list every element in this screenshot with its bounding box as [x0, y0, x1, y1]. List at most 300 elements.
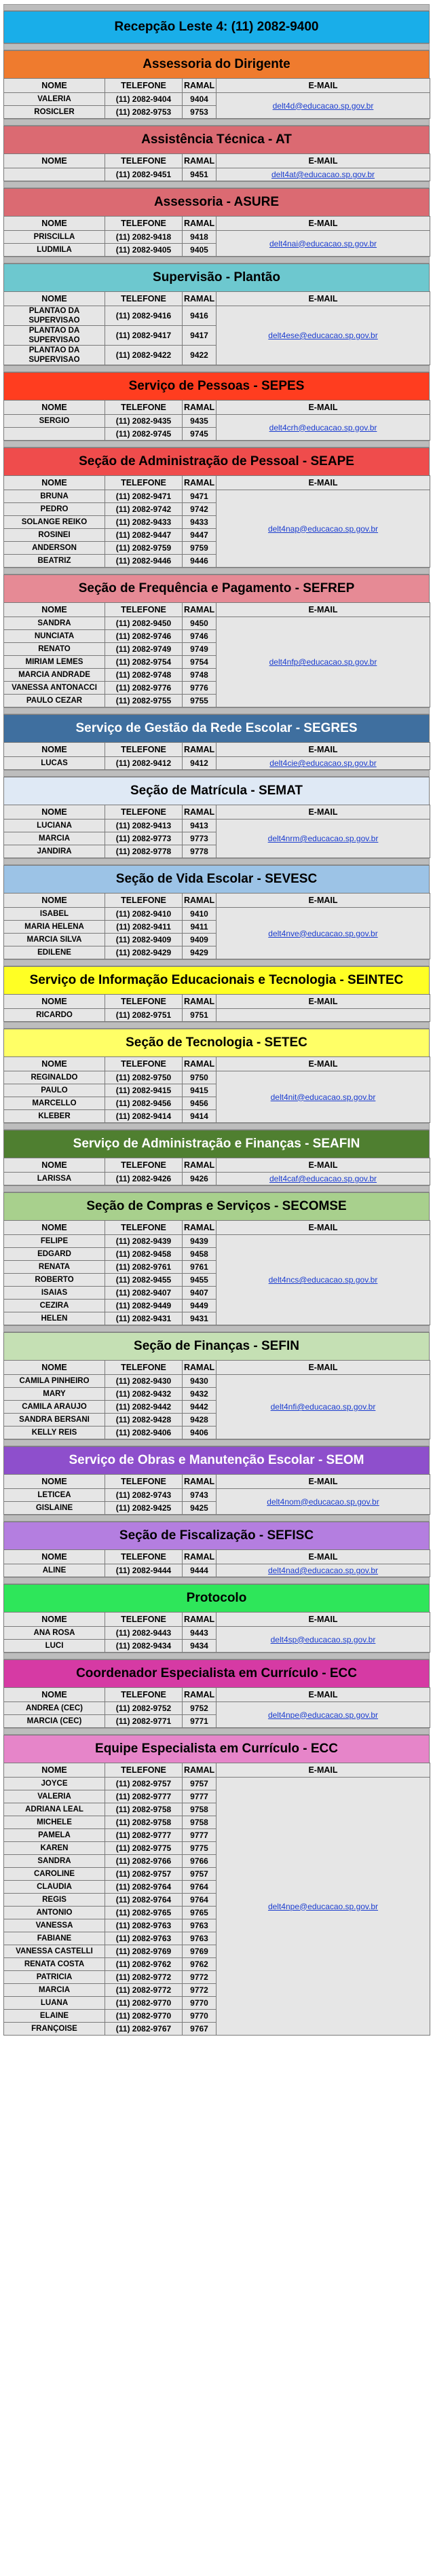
contact-name: FRANÇOISE — [4, 2023, 105, 2036]
section-divider — [3, 181, 430, 188]
column-header-ext: RAMAL — [183, 154, 216, 168]
column-header-ext: RAMAL — [183, 1057, 216, 1071]
contact-ext: 9412 — [183, 757, 216, 770]
contact-ext: 9443 — [183, 1627, 216, 1640]
column-header-phone: TELEFONE — [105, 292, 183, 306]
column-header-email: E-MAIL — [216, 1475, 430, 1489]
column-header-email: E-MAIL — [216, 1688, 430, 1702]
contact-phone: (11) 2082-9771 — [105, 1715, 183, 1728]
column-header-name: NOME — [4, 401, 105, 415]
contact-phone: (11) 2082-9766 — [105, 1855, 183, 1868]
contact-name: SANDRA BERSANI — [4, 1414, 105, 1427]
contact-ext: 9406 — [183, 1427, 216, 1439]
contact-phone: (11) 2082-9778 — [105, 845, 183, 858]
contact-phone: (11) 2082-9443 — [105, 1627, 183, 1640]
table-header-row — [4, 805, 430, 820]
contact-ext: 9775 — [183, 1842, 216, 1855]
contact-name: PAMELA — [4, 1829, 105, 1842]
contact-name: VANESSA CASTELLI — [4, 1945, 105, 1958]
table-header-row — [4, 1361, 430, 1375]
contact-name: LARISSA — [4, 1173, 105, 1185]
section-email-cell — [216, 820, 430, 858]
column-header-email: E-MAIL — [216, 995, 430, 1009]
contact-phone: (11) 2082-9416 — [105, 306, 183, 326]
column-header-ext: RAMAL — [183, 1763, 216, 1778]
contact-phone: (11) 2082-9753 — [105, 106, 183, 119]
column-header-name: NOME — [4, 995, 105, 1009]
column-header-email: E-MAIL — [216, 1221, 430, 1235]
contact-name: CLAUDIA — [4, 1881, 105, 1894]
email-link[interactable]: delt4nrm@educacao.sp.gov.br — [267, 834, 379, 843]
section-email-cell — [216, 1375, 430, 1439]
contact-phone: (11) 2082-9422 — [105, 346, 183, 365]
section-title: Serviço de Administração e Finanças - SEAFIN — [3, 1130, 430, 1158]
contact-ext: 9434 — [183, 1640, 216, 1653]
contact-ext: 9418 — [183, 231, 216, 244]
contact-name: PAULO — [4, 1084, 105, 1097]
table-row — [4, 757, 430, 770]
contact-ext: 9773 — [183, 832, 216, 845]
column-header-ext: RAMAL — [183, 1475, 216, 1489]
section-divider — [3, 365, 430, 372]
column-header-phone: TELEFONE — [105, 1158, 183, 1173]
table-header-row — [4, 894, 430, 908]
contact-ext: 9772 — [183, 1984, 216, 1997]
contact-table — [3, 291, 430, 365]
section-email-cell — [216, 1235, 430, 1325]
contact-ext: 9770 — [183, 1997, 216, 2010]
contact-name: HELEN — [4, 1312, 105, 1325]
email-link[interactable]: delt4caf@educacao.sp.gov.br — [269, 1174, 377, 1183]
contact-table — [3, 1360, 430, 1439]
section — [3, 1446, 430, 1515]
column-header-name: NOME — [4, 79, 105, 93]
column-header-email: E-MAIL — [216, 1361, 430, 1375]
column-header-name: NOME — [4, 1221, 105, 1235]
table-row — [4, 1071, 430, 1084]
contact-name: LUCIANA — [4, 820, 105, 832]
table-header-row — [4, 1158, 430, 1173]
contact-ext: 9450 — [183, 617, 216, 630]
section-title: Supervisão - Plantão — [3, 263, 430, 291]
contact-ext: 9757 — [183, 1868, 216, 1881]
contact-phone: (11) 2082-9411 — [105, 921, 183, 934]
section-title: Serviço de Pessoas - SEPES — [3, 372, 430, 400]
column-header-ext: RAMAL — [183, 1221, 216, 1235]
table-row — [4, 490, 430, 503]
column-header-name: NOME — [4, 1361, 105, 1375]
contact-phone: (11) 2082-9755 — [105, 695, 183, 707]
contact-table — [3, 1220, 430, 1325]
email-link[interactable]: delt4nad@educacao.sp.gov.br — [267, 1566, 379, 1575]
contact-phone: (11) 2082-9746 — [105, 630, 183, 643]
section-divider — [3, 1185, 430, 1192]
section-email-cell — [216, 1173, 430, 1185]
contact-phone: (11) 2082-9414 — [105, 1110, 183, 1123]
column-header-name: NOME — [4, 1158, 105, 1173]
contact-ext: 9754 — [183, 656, 216, 669]
contact-ext: 9426 — [183, 1173, 216, 1185]
contact-phone: (11) 2082-9776 — [105, 682, 183, 695]
contact-ext: 9766 — [183, 1855, 216, 1868]
contact-phone: (11) 2082-9777 — [105, 1829, 183, 1842]
contact-phone: (11) 2082-9759 — [105, 542, 183, 555]
contact-name: NUNCIATA — [4, 630, 105, 643]
section — [3, 372, 430, 441]
contact-table — [3, 153, 430, 181]
contact-ext: 9431 — [183, 1312, 216, 1325]
column-header-phone: TELEFONE — [105, 1763, 183, 1778]
contact-name: CAMILA ARAUJO — [4, 1401, 105, 1414]
section-divider — [3, 1653, 430, 1659]
contact-phone: (11) 2082-9433 — [105, 516, 183, 529]
contact-phone: (11) 2082-9752 — [105, 1702, 183, 1715]
table-header-row — [4, 1763, 430, 1778]
contact-ext: 9439 — [183, 1235, 216, 1248]
contact-phone: (11) 2082-9770 — [105, 2010, 183, 2023]
email-link[interactable]: delt4nit@educacao.sp.gov.br — [270, 1092, 376, 1102]
contact-phone: (11) 2082-9754 — [105, 656, 183, 669]
contact-ext: 9425 — [183, 1502, 216, 1515]
contact-table — [3, 602, 430, 707]
column-header-email: E-MAIL — [216, 1763, 430, 1778]
column-header-email: E-MAIL — [216, 154, 430, 168]
table-header-row — [4, 154, 430, 168]
sections-container — [3, 43, 430, 2036]
section-divider — [3, 1123, 430, 1130]
contact-phone: (11) 2082-9761 — [105, 1261, 183, 1274]
contact-phone: (11) 2082-9431 — [105, 1312, 183, 1325]
section-email-cell — [216, 490, 430, 568]
contact-phone: (11) 2082-9449 — [105, 1300, 183, 1312]
section-title: Seção de Fiscalização - SEFISC — [3, 1522, 430, 1549]
contact-name: ISAIAS — [4, 1287, 105, 1300]
section-divider — [3, 441, 430, 447]
contact-name: MARIA HELENA — [4, 921, 105, 934]
contact-phone: (11) 2082-9745 — [105, 428, 183, 441]
contact-name: LUDMILA — [4, 244, 105, 257]
contact-phone: (11) 2082-9772 — [105, 1971, 183, 1984]
contact-ext: 9455 — [183, 1274, 216, 1287]
column-header-phone: TELEFONE — [105, 1550, 183, 1564]
section — [3, 1029, 430, 1123]
column-header-name: NOME — [4, 476, 105, 490]
section-email-cell — [216, 1489, 430, 1515]
table-row — [4, 1702, 430, 1715]
contact-name: PLANTAO DA SUPERVISAO — [4, 306, 105, 326]
section — [3, 1735, 430, 2036]
table-row — [4, 1009, 430, 1022]
column-header-ext: RAMAL — [183, 1688, 216, 1702]
column-header-phone: TELEFONE — [105, 805, 183, 820]
contact-name: VALERIA — [4, 1790, 105, 1803]
column-header-ext: RAMAL — [183, 217, 216, 231]
contact-name: MARCIA — [4, 1984, 105, 1997]
table-header-row — [4, 603, 430, 617]
section-divider — [3, 959, 430, 966]
table-row — [4, 908, 430, 921]
contact-phone: (11) 2082-9750 — [105, 1071, 183, 1084]
contact-ext: 9764 — [183, 1881, 216, 1894]
table-row — [4, 1173, 430, 1185]
contact-phone: (11) 2082-9749 — [105, 643, 183, 656]
contact-ext: 9429 — [183, 946, 216, 959]
contact-name: LUCI — [4, 1640, 105, 1653]
section — [3, 126, 430, 181]
contact-ext: 9428 — [183, 1414, 216, 1427]
contact-ext: 9435 — [183, 415, 216, 428]
table-header-row — [4, 401, 430, 415]
contact-ext: 9743 — [183, 1489, 216, 1502]
section-title: Seção de Matrícula - SEMAT — [3, 777, 430, 805]
section-title: Seção de Frequência e Pagamento - SEFREP — [3, 574, 430, 602]
contact-ext: 9471 — [183, 490, 216, 503]
contact-phone: (11) 2082-9444 — [105, 1564, 183, 1577]
column-header-ext: RAMAL — [183, 79, 216, 93]
section-title: Equipe Especialista em Currículo - ECC — [3, 1735, 430, 1763]
contact-ext: 9765 — [183, 1907, 216, 1919]
contact-ext: 9752 — [183, 1702, 216, 1715]
contact-phone: (11) 2082-9762 — [105, 1958, 183, 1971]
section-email-cell — [216, 93, 430, 119]
contact-phone: (11) 2082-9767 — [105, 2023, 183, 2036]
table-row — [4, 820, 430, 832]
contact-name: KELLY REIS — [4, 1427, 105, 1439]
column-header-name: NOME — [4, 743, 105, 757]
section — [3, 263, 430, 365]
contact-name: BEATRIZ — [4, 555, 105, 568]
column-header-phone: TELEFONE — [105, 401, 183, 415]
contact-ext: 9763 — [183, 1919, 216, 1932]
contact-phone: (11) 2082-9471 — [105, 490, 183, 503]
contact-name: JANDIRA — [4, 845, 105, 858]
column-header-email: E-MAIL — [216, 476, 430, 490]
column-header-name: NOME — [4, 292, 105, 306]
contact-phone: (11) 2082-9439 — [105, 1235, 183, 1248]
contact-phone: (11) 2082-9447 — [105, 529, 183, 542]
contact-name: MARCIA ANDRADE — [4, 669, 105, 682]
contact-name: SANDRA — [4, 617, 105, 630]
contact-ext: 9430 — [183, 1375, 216, 1388]
contact-name: FELIPE — [4, 1235, 105, 1248]
section-email-cell — [216, 168, 430, 181]
section-divider — [3, 119, 430, 126]
contact-phone: (11) 2082-9455 — [105, 1274, 183, 1287]
contact-name: ELAINE — [4, 2010, 105, 2023]
column-header-email: E-MAIL — [216, 743, 430, 757]
column-header-ext: RAMAL — [183, 603, 216, 617]
section-title: Assistência Técnica - AT — [3, 126, 430, 153]
contact-phone: (11) 2082-9764 — [105, 1881, 183, 1894]
contact-ext: 9748 — [183, 669, 216, 682]
email-link[interactable]: delt4npe@educacao.sp.gov.br — [267, 1710, 379, 1720]
column-header-phone: TELEFONE — [105, 1361, 183, 1375]
contact-ext: 9409 — [183, 934, 216, 946]
section — [3, 574, 430, 707]
section-title: Serviço de Gestão da Rede Escolar - SEGRES — [3, 714, 430, 742]
contact-phone: (11) 2082-9743 — [105, 1489, 183, 1502]
email-link[interactable]: delt4nap@educacao.sp.gov.br — [267, 523, 379, 534]
directory-page — [3, 0, 430, 2042]
contact-phone: (11) 2082-9409 — [105, 934, 183, 946]
contact-ext: 9755 — [183, 695, 216, 707]
column-header-phone: TELEFONE — [105, 1221, 183, 1235]
table-header-row — [4, 1221, 430, 1235]
table-header-row — [4, 1550, 430, 1564]
section-divider — [3, 770, 430, 777]
column-header-email: E-MAIL — [216, 603, 430, 617]
contact-name: MARCIA SILVA — [4, 934, 105, 946]
contact-name: FABIANE — [4, 1932, 105, 1945]
contact-ext: 9410 — [183, 908, 216, 921]
email-link[interactable]: delt4nai@educacao.sp.gov.br — [269, 238, 377, 249]
contact-name: MARCIA (CEC) — [4, 1715, 105, 1728]
section-email-cell — [216, 231, 430, 257]
email-link[interactable]: delt4d@educacao.sp.gov.br — [272, 100, 374, 111]
column-header-phone: TELEFONE — [105, 1475, 183, 1489]
section-title: Assessoria - ASURE — [3, 188, 430, 216]
email-link[interactable]: delt4crh@educacao.sp.gov.br — [269, 422, 377, 433]
contact-name: RICARDO — [4, 1009, 105, 1022]
contact-ext: 9763 — [183, 1932, 216, 1945]
contact-phone: (11) 2082-9772 — [105, 1984, 183, 1997]
contact-phone: (11) 2082-9757 — [105, 1778, 183, 1790]
section-email-cell — [216, 1702, 430, 1728]
column-header-ext: RAMAL — [183, 805, 216, 820]
section-title: Coordenador Especialista em Currículo - ECC — [3, 1659, 430, 1687]
table-row — [4, 1564, 430, 1577]
column-header-name: NOME — [4, 217, 105, 231]
column-header-phone: TELEFONE — [105, 1688, 183, 1702]
section-email-cell — [216, 908, 430, 959]
contact-phone: (11) 2082-9430 — [105, 1375, 183, 1388]
page-title: Recepção Leste 4: (11) 2082-9400 — [3, 11, 430, 43]
contact-name: GISLAINE — [4, 1502, 105, 1515]
contact-phone: (11) 2082-9769 — [105, 1945, 183, 1958]
section-email-cell — [216, 1071, 430, 1123]
contact-table — [3, 400, 430, 441]
column-header-phone: TELEFONE — [105, 1613, 183, 1627]
column-header-name: NOME — [4, 1763, 105, 1778]
table-row — [4, 168, 430, 181]
column-header-ext: RAMAL — [183, 1361, 216, 1375]
contact-name: ROSICLER — [4, 106, 105, 119]
section-email-cell — [216, 1627, 430, 1653]
section-divider — [3, 568, 430, 574]
contact-name: ROBERTO — [4, 1274, 105, 1287]
contact-name: SANDRA — [4, 1855, 105, 1868]
column-header-name: NOME — [4, 603, 105, 617]
column-header-email: E-MAIL — [216, 1057, 430, 1071]
section-divider — [3, 1325, 430, 1332]
contact-phone: (11) 2082-9763 — [105, 1932, 183, 1945]
table-row — [4, 617, 430, 630]
section-divider — [3, 707, 430, 714]
contact-phone: (11) 2082-9456 — [105, 1097, 183, 1110]
contact-ext: 9405 — [183, 244, 216, 257]
column-header-name: NOME — [4, 1475, 105, 1489]
contact-phone: (11) 2082-9777 — [105, 1790, 183, 1803]
email-link[interactable]: delt4nfp@educacao.sp.gov.br — [269, 657, 377, 667]
column-header-ext: RAMAL — [183, 1613, 216, 1627]
contact-table — [3, 1687, 430, 1728]
contact-phone: (11) 2082-9435 — [105, 415, 183, 428]
contact-phone: (11) 2082-9434 — [105, 1640, 183, 1653]
contact-phone: (11) 2082-9758 — [105, 1816, 183, 1829]
contact-ext: 9415 — [183, 1084, 216, 1097]
contact-table — [3, 1056, 430, 1123]
contact-table — [3, 1474, 430, 1515]
contact-name: MARCELLO — [4, 1097, 105, 1110]
contact-name: VALERIA — [4, 93, 105, 106]
contact-phone: (11) 2082-9404 — [105, 93, 183, 106]
section-title: Seção de Vida Escolar - SEVESC — [3, 865, 430, 893]
contact-ext: 9761 — [183, 1261, 216, 1274]
contact-ext: 9778 — [183, 845, 216, 858]
table-row — [4, 1489, 430, 1502]
section — [3, 714, 430, 770]
contact-ext: 9411 — [183, 921, 216, 934]
contact-phone: (11) 2082-9406 — [105, 1427, 183, 1439]
email-link[interactable]: delt4nom@educacao.sp.gov.br — [267, 1496, 379, 1507]
contact-phone: (11) 2082-9758 — [105, 1803, 183, 1816]
contact-name: SOLANGE REIKO — [4, 516, 105, 529]
section — [3, 966, 430, 1022]
contact-name: ISABEL — [4, 908, 105, 921]
table-header-row — [4, 79, 430, 93]
contact-ext: 9432 — [183, 1388, 216, 1401]
contact-ext: 9742 — [183, 503, 216, 516]
contact-ext: 9753 — [183, 106, 216, 119]
email-link[interactable]: delt4sp@educacao.sp.gov.br — [270, 1634, 376, 1644]
email-link[interactable]: delt4at@educacao.sp.gov.br — [271, 170, 375, 179]
section — [3, 777, 430, 858]
section — [3, 1584, 430, 1653]
contact-phone: (11) 2082-9428 — [105, 1414, 183, 1427]
email-link[interactable]: delt4ncs@educacao.sp.gov.br — [268, 1275, 378, 1285]
contact-name: CAROLINE — [4, 1868, 105, 1881]
section — [3, 50, 430, 119]
contact-name: PAULO CEZAR — [4, 695, 105, 707]
contact-ext: 9404 — [183, 93, 216, 106]
section-divider — [3, 257, 430, 263]
section-divider — [3, 1728, 430, 1735]
column-header-email: E-MAIL — [216, 401, 430, 415]
section — [3, 447, 430, 568]
table-header-row — [4, 217, 430, 231]
column-header-email: E-MAIL — [216, 1158, 430, 1173]
email-link[interactable]: delt4nve@educacao.sp.gov.br — [268, 928, 378, 938]
column-header-name: NOME — [4, 1688, 105, 1702]
table-header-row — [4, 743, 430, 757]
contact-phone: (11) 2082-9775 — [105, 1842, 183, 1855]
contact-name: VANESSA — [4, 1919, 105, 1932]
table-row — [4, 1375, 430, 1388]
contact-ext: 9764 — [183, 1894, 216, 1907]
email-link[interactable]: delt4cie@educacao.sp.gov.br — [269, 758, 377, 768]
table-header-row — [4, 1688, 430, 1702]
contact-name: JOYCE — [4, 1778, 105, 1790]
contact-name: ANTONIO — [4, 1907, 105, 1919]
contact-ext: 9762 — [183, 1958, 216, 1971]
email-link[interactable]: delt4ese@educacao.sp.gov.br — [268, 331, 378, 340]
contact-ext: 9767 — [183, 2023, 216, 2036]
contact-ext: 9433 — [183, 516, 216, 529]
email-link[interactable]: delt4nfi@educacao.sp.gov.br — [270, 1402, 376, 1412]
contact-phone: (11) 2082-9429 — [105, 946, 183, 959]
email-link[interactable]: delt4npe@educacao.sp.gov.br — [267, 1901, 379, 1911]
contact-table — [3, 805, 430, 858]
